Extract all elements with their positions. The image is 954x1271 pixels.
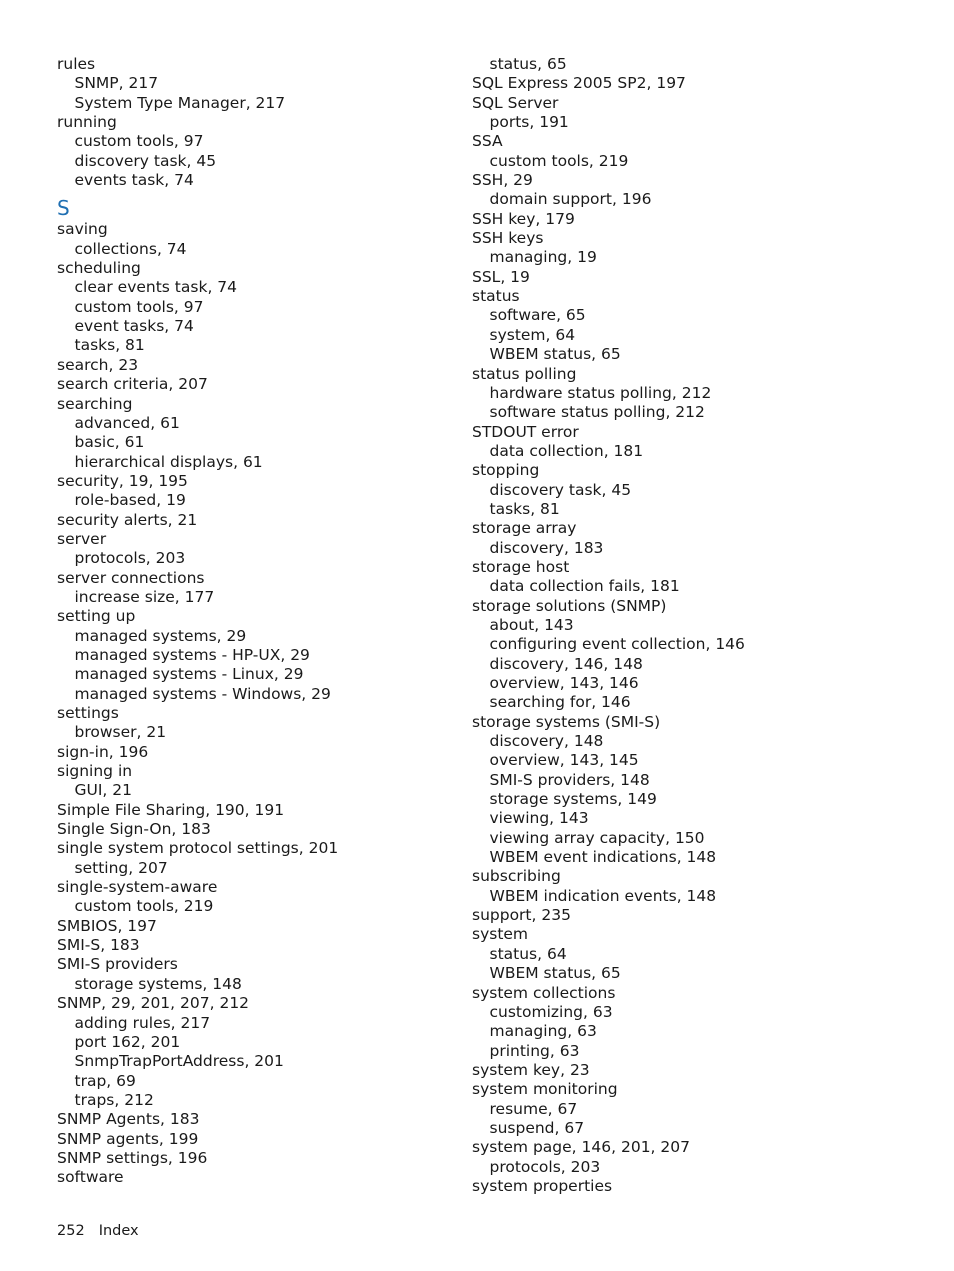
index-subentry: managing, 19 xyxy=(489,248,597,267)
index-column-left xyxy=(57,55,437,1188)
index-entry: scheduling xyxy=(57,259,141,278)
index-subentry: SnmpTrapPortAddress, 201 xyxy=(74,1052,284,1071)
index-entry: system properties xyxy=(472,1176,613,1195)
index-subentry: custom tools, 219 xyxy=(489,151,629,170)
index-subentry: GUI, 21 xyxy=(74,781,133,800)
index-entry: status xyxy=(472,287,520,306)
index-entry: STDOUT error xyxy=(472,422,579,441)
index-subentry: system, 64 xyxy=(489,325,576,344)
index-subentry: discovery, 183 xyxy=(489,538,604,557)
index-entry: system collections xyxy=(472,983,616,1002)
index-entry: sign-in, 196 xyxy=(57,742,149,761)
index-entry: system page, 146, 201, 207 xyxy=(472,1138,690,1157)
index-entry: setting up xyxy=(57,607,136,626)
index-entry: status polling xyxy=(472,364,577,383)
index-subentry: managed systems, 29 xyxy=(74,626,247,645)
index-entry: saving xyxy=(57,220,108,239)
index-subentry: trap, 69 xyxy=(74,1071,136,1090)
index-entry: searching xyxy=(57,394,133,413)
index-entry: signing in xyxy=(57,762,133,781)
index-subentry: traps, 212 xyxy=(74,1090,154,1109)
index-entry: system monitoring xyxy=(472,1080,618,1099)
index-entry: storage host xyxy=(472,557,570,576)
index-entry: SNMP, 29, 201, 207, 212 xyxy=(57,994,250,1013)
index-entry: server xyxy=(57,529,107,548)
index-entry: SMI-S, 183 xyxy=(57,936,140,955)
index-entry: SNMP settings, 196 xyxy=(57,1148,208,1167)
index-entry: SMBIOS, 197 xyxy=(57,916,157,935)
index-subentry: clear events task, 74 xyxy=(74,278,238,297)
index-subentry: collections, 74 xyxy=(74,239,187,258)
index-entry: stopping xyxy=(472,461,540,480)
index-subentry: storage systems, 148 xyxy=(74,974,242,993)
index-subentry: hardware status polling, 212 xyxy=(489,383,712,402)
index-subentry: discovery task, 45 xyxy=(74,151,217,170)
index-entry: search, 23 xyxy=(57,355,139,374)
index-subentry: status, 64 xyxy=(489,944,567,963)
index-subentry: overview, 143, 145 xyxy=(489,751,639,770)
index-subentry: discovery, 146, 148 xyxy=(489,654,643,673)
index-subentry: customizing, 63 xyxy=(489,1002,613,1021)
index-subentry: advanced, 61 xyxy=(74,413,180,432)
index-entry: SSL, 19 xyxy=(472,267,530,286)
index-entry: SSH keys xyxy=(472,229,544,248)
index-subentry: searching for, 146 xyxy=(489,693,631,712)
index-entry: software xyxy=(57,1168,124,1187)
index-entry: SNMP Agents, 183 xyxy=(57,1110,200,1129)
index-subentry: role-based, 19 xyxy=(74,491,186,510)
index-subentry: WBEM event indications, 148 xyxy=(489,848,717,867)
index-entry: Simple File Sharing, 190, 191 xyxy=(57,800,285,819)
index-subentry: setting, 207 xyxy=(74,858,168,877)
index-subentry: overview, 143, 146 xyxy=(489,674,639,692)
index-subentry: managed systems - Linux, 29 xyxy=(74,665,304,684)
index-entry: storage solutions (SNMP) xyxy=(472,596,667,615)
index-entry: settings xyxy=(57,704,119,722)
index-entry: SMI-S providers xyxy=(57,955,178,974)
index-subentry: hierarchical displays, 61 xyxy=(74,452,263,471)
index-subentry: managed systems - Windows, 29 xyxy=(74,684,331,703)
index-subentry: tasks, 81 xyxy=(74,336,145,355)
index-entry: search criteria, 207 xyxy=(57,375,208,394)
index-subentry: WBEM status, 65 xyxy=(489,964,621,983)
index-subentry: tasks, 81 xyxy=(489,499,560,518)
index-subentry: storage systems, 149 xyxy=(489,790,657,809)
index-subentry: custom tools, 97 xyxy=(74,132,204,151)
index-subentry: protocols, 203 xyxy=(489,1157,601,1176)
index-entry: SQL Server xyxy=(472,93,559,112)
index-column-right xyxy=(472,55,912,1196)
index-entry: subscribing xyxy=(472,867,561,886)
index-subentry: software, 65 xyxy=(489,306,586,325)
index-subentry: configuring event collection, 146 xyxy=(489,635,745,654)
index-entry: single system protocol settings, 201 xyxy=(57,839,339,858)
index-subentry: increase size, 177 xyxy=(74,587,215,606)
index-entry: SSA xyxy=(472,132,503,151)
index-entry: SQL Express 2005 SP2, 197 xyxy=(472,74,686,93)
section-letter: S xyxy=(57,196,70,221)
index-subentry: viewing array capacity, 150 xyxy=(489,828,705,847)
index-subentry: data collection, 181 xyxy=(489,441,644,460)
index-entry: system key, 23 xyxy=(472,1060,590,1079)
index-subentry: discovery task, 45 xyxy=(489,480,632,499)
index-subentry: domain support, 196 xyxy=(489,190,652,209)
index-entry: storage systems (SMI-S) xyxy=(472,712,661,731)
index-subentry: WBEM status, 65 xyxy=(489,345,621,364)
index-subentry: managing, 63 xyxy=(489,1022,597,1041)
index-subentry: software status polling, 212 xyxy=(489,403,705,422)
index-subentry: SNMP, 217 xyxy=(74,74,159,93)
index-entry: security alerts, 21 xyxy=(57,510,198,529)
index-entry: Single Sign-On, 183 xyxy=(57,820,211,839)
index-subentry: custom tools, 97 xyxy=(74,297,204,316)
index-subentry: managed systems - HP-UX, 29 xyxy=(74,645,310,664)
index-subentry: discovery, 148 xyxy=(489,732,604,751)
index-subentry: browser, 21 xyxy=(74,723,167,742)
footer-section-title: Index xyxy=(98,1223,139,1239)
page-footer xyxy=(57,1222,139,1240)
index-subentry: port 162, 201 xyxy=(74,1032,181,1051)
page-number: 252 xyxy=(57,1223,85,1239)
index-entry: system xyxy=(472,925,529,944)
index-entry: rules xyxy=(57,55,96,73)
index-subentry: event tasks, 74 xyxy=(74,317,194,336)
index-entry: support, 235 xyxy=(472,906,571,925)
index-subentry: about, 143 xyxy=(489,615,574,634)
index-entry: SNMP agents, 199 xyxy=(57,1129,199,1148)
index-subentry: viewing, 143 xyxy=(489,809,589,828)
index-subentry: resume, 67 xyxy=(489,1099,578,1118)
index-subentry: data collection fails, 181 xyxy=(489,577,680,596)
index-subentry: custom tools, 219 xyxy=(74,897,214,916)
index-subentry: ports, 191 xyxy=(489,113,569,132)
index-entry: single-system-aware xyxy=(57,878,218,897)
index-entry: SSH key, 179 xyxy=(472,209,575,228)
index-entry: SSH, 29 xyxy=(472,171,533,190)
index-subentry: suspend, 67 xyxy=(489,1118,585,1137)
index-subentry: WBEM indication events, 148 xyxy=(489,886,717,905)
index-subentry: status, 65 xyxy=(489,55,567,73)
index-entry: security, 19, 195 xyxy=(57,471,188,490)
index-entry: running xyxy=(57,113,117,132)
index-subentry: protocols, 203 xyxy=(74,549,186,568)
index-entry: server connections xyxy=(57,568,205,587)
index-subentry: events task, 74 xyxy=(74,171,194,190)
index-subentry: System Type Manager, 217 xyxy=(74,93,286,112)
index-subentry: adding rules, 217 xyxy=(74,1013,211,1032)
index-subentry: SMI-S providers, 148 xyxy=(489,770,650,789)
index-entry: storage array xyxy=(472,519,577,538)
index-subentry: printing, 63 xyxy=(489,1041,580,1060)
index-subentry: basic, 61 xyxy=(74,433,145,452)
